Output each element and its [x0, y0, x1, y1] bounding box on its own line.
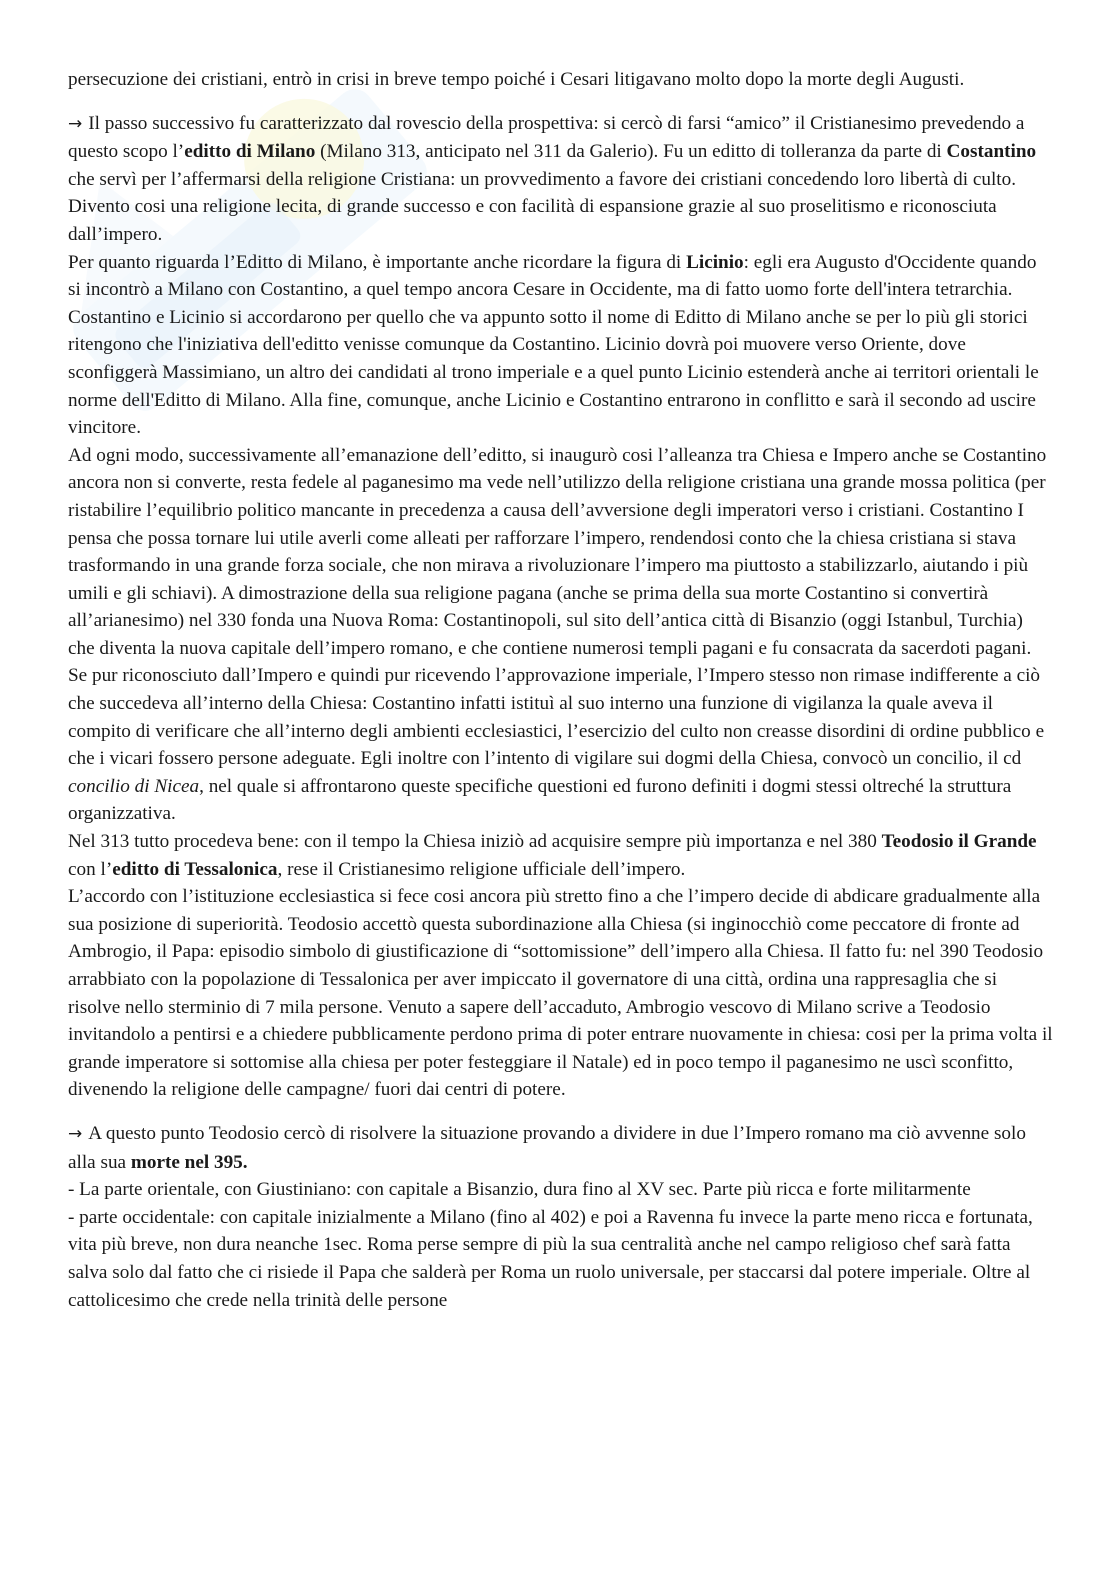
paragraph-8 [68, 1176, 1053, 1204]
term-teodosio-il-grande: Teodosio il Grande [881, 831, 1037, 853]
paragraph-2 [68, 249, 1053, 442]
list-item-parte-orientale: - La parte orientale, con Giustiniano: con capitale a Bisanzio, dura fino al XV sec. Parte più ricca e forte militarmente [68, 1179, 971, 1201]
paragraph-0 [68, 66, 1053, 94]
paragraph-1-text-c: che servì per l’affermarsi della religione Cristiana: un provvedimento a favore dei cristiani concedendo loro libertà di culto. Divento cosi una religione lecita, di grande successo e con facilità di espansione grazie al suo proselitismo e riconosciuta dall’impero. [68, 168, 1017, 245]
term-concilio-di-nicea: concilio di Nicea [68, 775, 200, 797]
paragraph-2-text-a: Per quanto riguarda l’Editto di Milano, è importante anche ricordare la figura di [68, 251, 687, 273]
paragraph-5 [68, 828, 1053, 883]
paragraph-9 [68, 1204, 1053, 1314]
paragraph-6-text: L’accordo con l’istituzione ecclesiastica si fece cosi ancora più stretto fino a che l’impero decide di abdicare gradualmente alla sua posizione di superiorità. Teodosio accettò questa subordinazione alla Chiesa (si inginocchiò come peccatore di fronte ad Ambrogio, il Papa: episodio simbolo di giustificazione di “sottomissione” dell’impero alla Chiesa. Il fatto fu: nel 390 Teodosio arrabbiato con la popolazione di Tessalonica per aver impiccato il governatore di una città, ordina una rappresaglia che si risolve nello sterminio di 7 mila persone. Venuto a sapere dell’accaduto, Ambrogio vescovo di Milano scrive a Teodosio invitandolo a pentirsi e a chiedere pubblicamente perdono prima di poter entrare nuovamente in chiesa: cosi per la prima volta il grande imperatore si sottomise alla chiesa per poter festeggiare il Natale) ed in poco tempo il paganesimo ne uscì sconfitto, divenendo la religione delle campagne/ fuori dai centri di potere. [68, 886, 1053, 1101]
term-costantino: Costantino [946, 141, 1037, 163]
paragraph-4-text-b: , nel quale si affrontarono queste specifiche questioni ed furono definiti i dogmi stessi oltreché la struttura organizzativa. [68, 775, 1012, 825]
paragraph-1-text-a: Il passo successivo fu caratterizzato dal rovescio della prospettiva: si cercò di farsi “amico” il Cristianesimo prevedendo a questo scopo l’ [68, 112, 1025, 163]
document-page [68, 66, 1053, 1314]
paragraph-5-text-c: , rese il Cristianesimo religione ufficiale dell’impero. [277, 858, 686, 880]
paragraph-5-text-b: con l’ [68, 858, 113, 880]
term-morte-nel-395: morte nel 395. [130, 1151, 248, 1173]
paragraph-2-text-b: : egli era Augusto d'Occidente quando si incontrò a Milano con Costantino, a quel tempo ancora Cesare in Occidente, ma di fatto uomo forte dell'intera tetrarchia. Costantino e Licinio si accordarono per quello che va appunto sotto il nome di Editto di Milano anche se per lo più gli storici ritengono che l'iniziativa dell'editto venisse comunque da Costantino. Licinio dovrà poi muovere verso Oriente, dove sconfiggerà Massimiano, un altro dei candidati al trono imperiale e a quel punto Licinio estenderà anche ai territori orientali le norme dell'Editto di Milano. Alla fine, comunque, anche Licinio e Costantino entrarono in conflitto e sarà il secondo ad uscire vincitore. [68, 251, 1039, 439]
term-licinio: Licinio [686, 251, 744, 273]
paragraph-3 [68, 442, 1053, 663]
arrow-right-icon: → [68, 1123, 83, 1144]
paragraph-7 [68, 1120, 1053, 1176]
paragraph-3-text: Ad ogni modo, successivamente all’emanazione dell’editto, si inaugurò cosi l’alleanza tra Chiesa e Impero anche se Costantino ancora non si converte, resta fedele al paganesimo ma vede nell’utilizzo della religione cristiana una grande mossa politica (per ristabilire l’equilibrio politico mancante in precedenza a causa dell’avversione degli imperatori verso i cristiani. Costantino I pensa che possa tornare lui utile averli come alleati per rafforzare l’impero, rendendosi conto che la chiesa cristiana si stava trasformando in una grande forza sociale, che non mirava a rivoluzionare l’impero ma piuttosto a stabilizzarlo, aiutando i più umili e gli schiavi). A dimostrazione della sua religione pagana (anche se prima della sua morte Costantino si convertirà all’arianesimo) nel 330 fonda una Nuova Roma: Costantinopoli, sul sito dell’antica città di Bisanzio (oggi Istanbul, Turchia) che diventa la nuova capitale dell’impero romano, e che contiene numerosi templi pagani e fu consacrata da sacerdoti pagani. [68, 444, 1047, 659]
list-item-parte-occidentale: - parte occidentale: con capitale inizialmente a Milano (fino al 402) e poi a Ravenna fu invece la parte meno ricca e fortunata, vita più breve, non dura neanche 1sec. Roma perse sempre di più la sua centralità anche nel campo religioso chef sarà fatta salva solo dal fatto che ci risiede il Papa che salderà per Roma un ruolo universale, per staccarsi dal potere imperiale. Oltre al cattolicesimo che crede nella trinità delle persone [68, 1206, 1033, 1311]
term-editto-di-milano: editto di Milano [184, 141, 316, 163]
paragraph-4-text-a: Se pur riconosciuto dall’Impero e quindi pur ricevendo l’approvazione imperiale, l’Impero stesso non rimase indifferente a ciò che succedeva all’interno della Chiesa: Costantino infatti istituì al suo interno una funzione di vigilanza la quale aveva il compito di verificare che all’interno degli ambienti ecclesiastici, l’esercizio del culto non creasse disordini di ordine pubblico e che i vicari fossero persone adeguate. Egli inoltre con l’intento di vigilare sui dogmi della Chiesa, convocò un concilio, il cd [68, 665, 1045, 770]
paragraph-6 [68, 883, 1053, 1104]
term-editto-di-tessalonica: editto di Tessalonica [112, 858, 278, 880]
paragraph-7-text: A questo punto Teodosio cercò di risolvere la situazione provando a dividere in due l’Impero romano ma ciò avvenne solo alla sua [68, 1122, 1026, 1173]
paragraph-1-text-b: (Milano 313, anticipato nel 311 da Galerio). Fu un editto di tolleranza da parte di [315, 141, 947, 163]
paragraph-5-text-a: Nel 313 tutto procedeva bene: con il tempo la Chiesa iniziò ad acquisire sempre più importanza e nel 380 [68, 831, 882, 853]
paragraph-4 [68, 662, 1053, 828]
paragraph-0-text: persecuzione dei cristiani, entrò in crisi in breve tempo poiché i Cesari litigavano molto dopo la morte degli Augusti. [68, 69, 965, 90]
paragraph-1 [68, 110, 1053, 249]
arrow-right-icon: → [68, 113, 83, 134]
